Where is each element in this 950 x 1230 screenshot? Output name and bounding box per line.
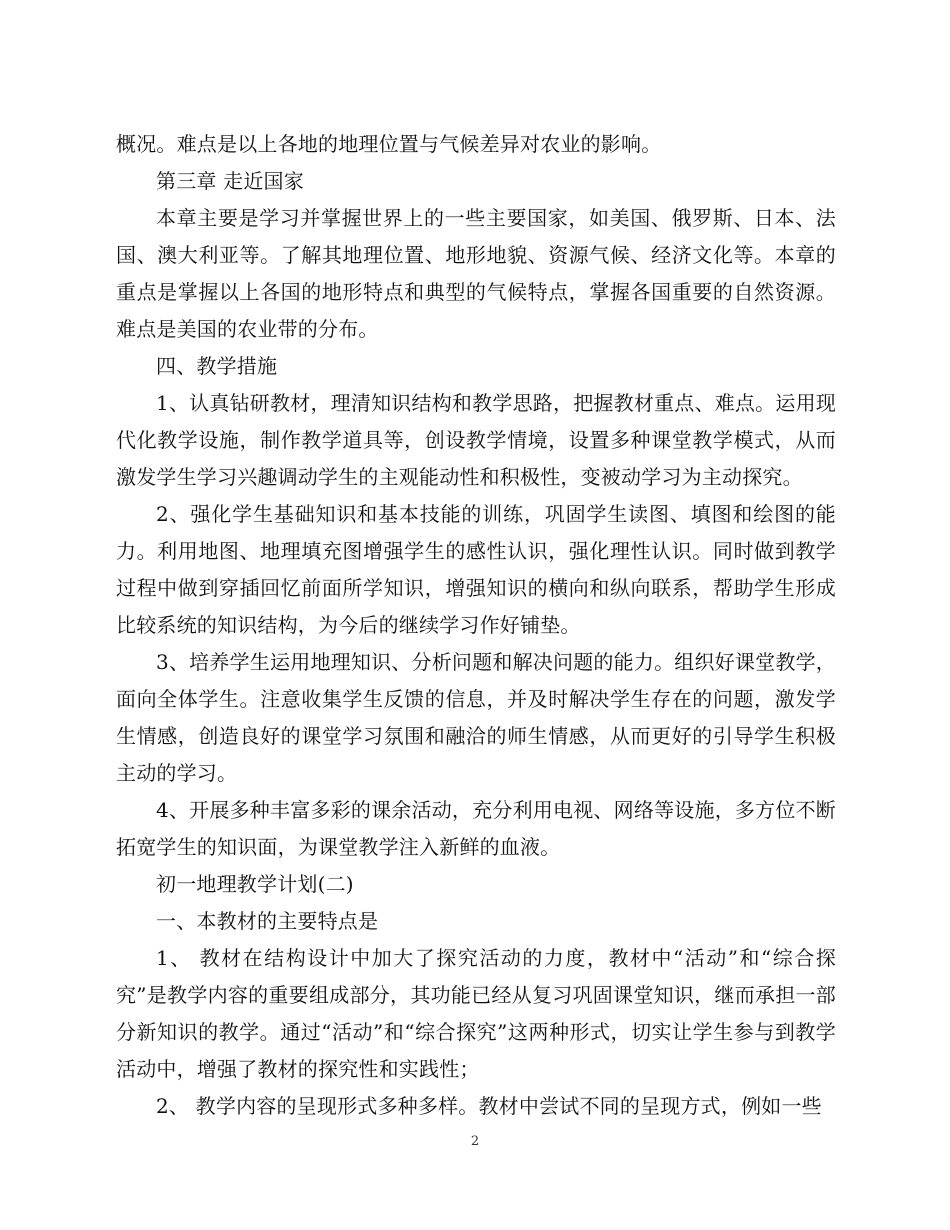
list-item: 3、培养学生运用地理知识、分析问题和解决问题的能力。组织好课堂教学，面向全体学生。注意收集学生反馈的信息，并及时解决学生存在的问题，激发学生情感，创造良好的课堂学习氛围和融洽的师生情感，从而更好的引导学生积极主动的学习。: [116, 650, 836, 785]
paragraph: 本章主要是学习并掌握世界上的一些主要国家，如美国、俄罗斯、日本、法国、澳大利亚等。了解其地理位置、地形地貌、资源气候、经济文化等。本章的重点是掌握以上各国的地形特点和典型的气候特点，掌握各国重要的自然资源。难点是美国的农业带的分布。: [116, 206, 836, 341]
document-body: [116, 126, 836, 1125]
document-title: 初一地理教学计划(二): [156, 872, 354, 896]
chapter-heading: 第三章 走近国家: [156, 169, 304, 193]
section-heading: 四、教学措施: [156, 354, 278, 378]
paragraph: 概况。难点是以上各地的地理位置与气候差异对农业的影响。: [116, 132, 662, 156]
list-item: 2、 教学内容的呈现形式多种多样。教材中尝试不同的呈现方式，例如一些: [156, 1094, 822, 1118]
list-item: 1、 教材在结构设计中加大了探究活动的力度，教材中“活动”和“综合探究”是教学内容的重要组成部分，其功能已经从复习巩固课堂知识，继而承担一部分新知识的教学。通过“活动”和“综合探究”这两种形式，切实让学生参与到教学活动中，增强了教材的探究性和实践性；: [116, 946, 836, 1081]
list-item: 1、认真钻研教材，理清知识结构和教学思路，把握教材重点、难点。运用现代化教学设施，制作教学道具等，创设教学情境，设置多种课堂教学模式，从而激发学生学习兴趣调动学生的主观能动性和积极性，变被动学习为主动探究。: [116, 391, 836, 489]
list-item: 4、开展多种丰富多彩的课余活动，充分利用电视、网络等设施，多方位不断拓宽学生的知识面，为课堂教学注入新鲜的血液。: [116, 798, 836, 859]
list-item: 2、强化学生基础知识和基本技能的训练，巩固学生读图、填图和绘图的能力。利用地图、地理填充图增强学生的感性认识，强化理性认识。同时做到教学过程中做到穿插回忆前面所学知识，增强知识的横向和纵向联系，帮助学生形成比较系统的知识结构，为今后的继续学习作好铺垫。: [116, 502, 836, 637]
page-number: 2: [470, 1134, 480, 1149]
section-heading: 一、本教材的主要特点是: [156, 909, 379, 933]
